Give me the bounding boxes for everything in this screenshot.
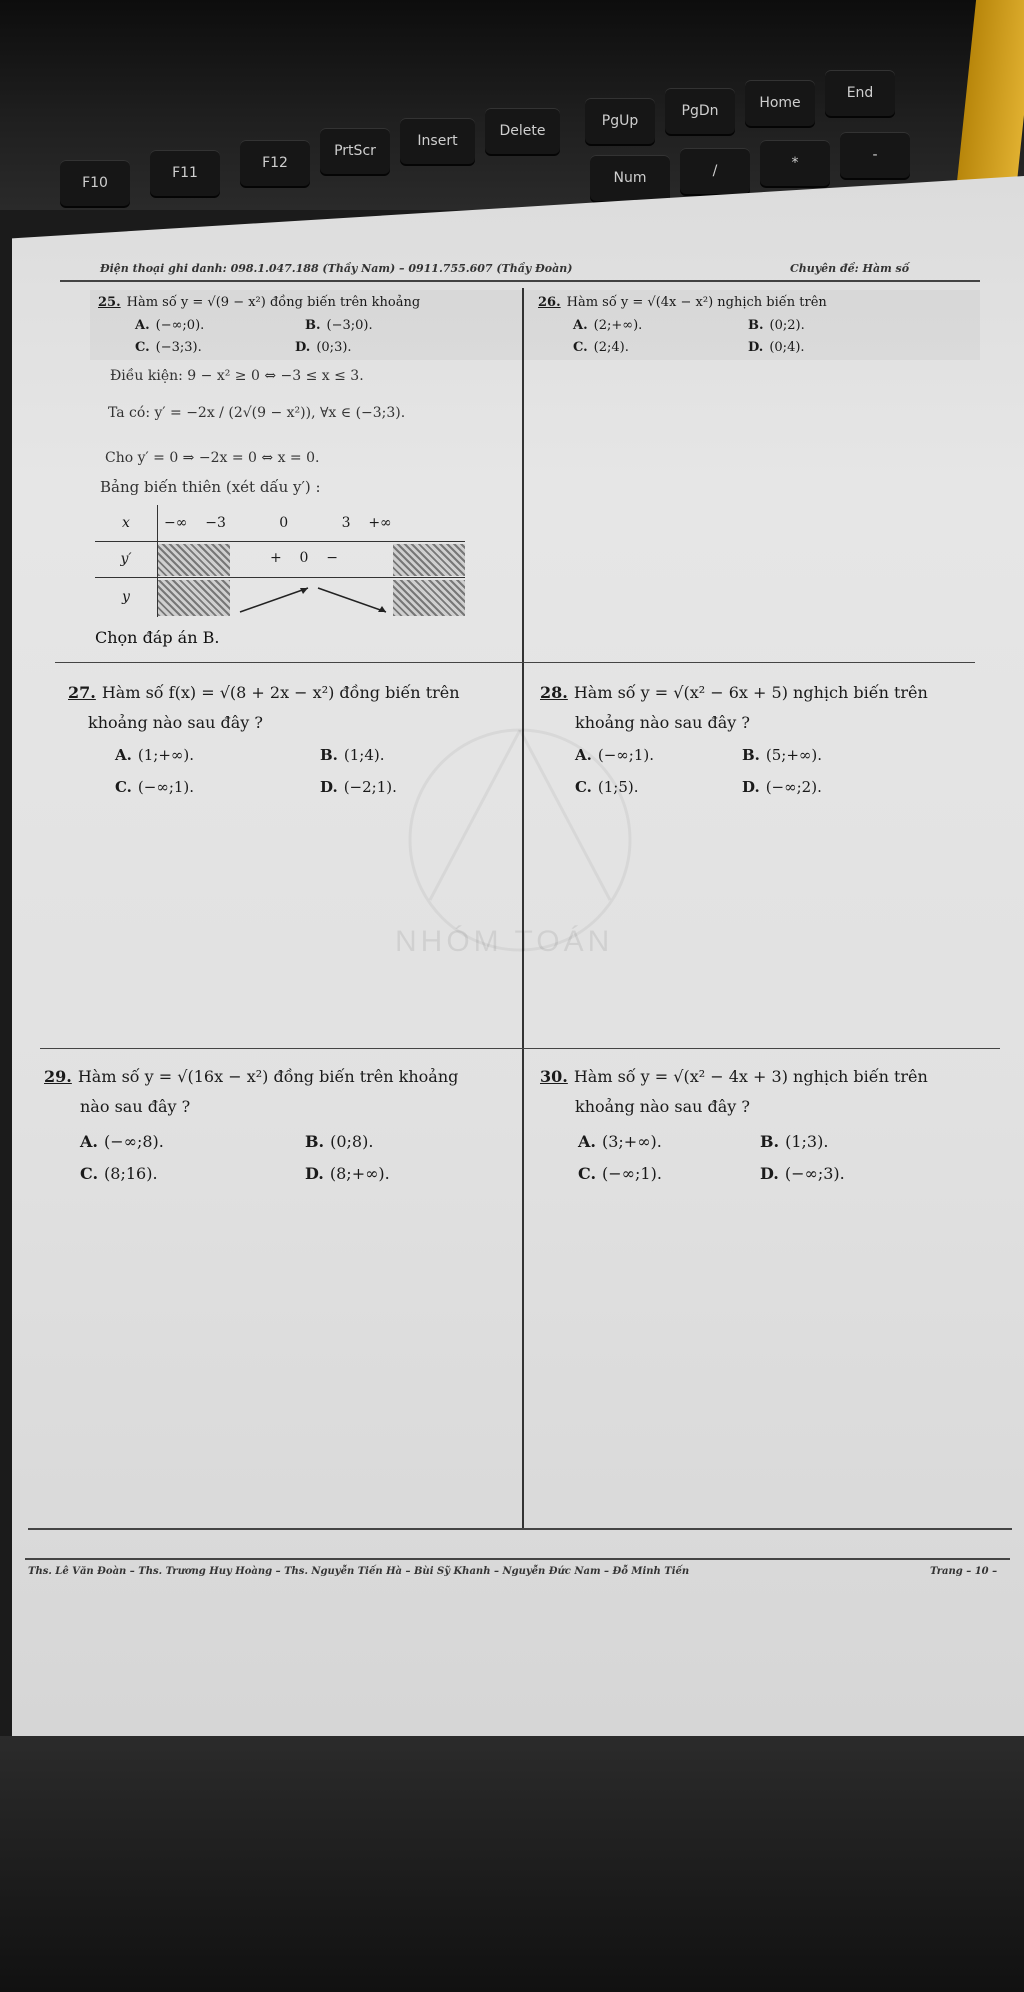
key-prtscr: PrtScr bbox=[320, 128, 390, 174]
key-minus: - bbox=[840, 132, 910, 178]
question-number: 26. bbox=[538, 295, 561, 310]
q25-option-b: B. (−3;0). bbox=[305, 318, 373, 333]
question-text: Hàm số y = √(x² − 6x + 5) nghịch biến trên bbox=[573, 683, 928, 702]
q28-option-a: A. (−∞;1). bbox=[575, 746, 655, 764]
question-text: Hàm số f(x) = √(8 + 2x − x²) đồng biến trên bbox=[101, 683, 460, 702]
question-number: 28. bbox=[540, 683, 568, 702]
yprime-values: + 0 − bbox=[158, 541, 466, 577]
q29-option-c: C. (8;16). bbox=[80, 1164, 158, 1183]
row-y-label: y bbox=[95, 577, 158, 617]
q26-option-d: D. (0;4). bbox=[748, 340, 805, 355]
q26-option-a: A. (2;+∞). bbox=[573, 318, 643, 333]
question-text: Hàm số y = √(16x − x²) đồng biến trên khoảng bbox=[77, 1067, 459, 1086]
header-rule bbox=[60, 280, 980, 282]
question-number: 25. bbox=[98, 295, 121, 310]
question-29-line2: nào sau đây ? bbox=[80, 1097, 191, 1116]
question-number: 27. bbox=[68, 683, 96, 702]
question-number: 30. bbox=[540, 1067, 568, 1086]
q30-option-b: B. (1;3). bbox=[760, 1132, 829, 1151]
header-topic: Chuyên đề: Hàm số bbox=[790, 262, 910, 275]
q25-option-d: D. (0;3). bbox=[295, 340, 352, 355]
q25-derivative: Ta có: y′ = −2x / (2√(9 − x²)), ∀x ∈ (−3;3). bbox=[108, 405, 406, 421]
q30-option-c: C. (−∞;1). bbox=[578, 1164, 662, 1183]
key-asterisk: * bbox=[760, 140, 830, 186]
key-insert: Insert bbox=[400, 118, 475, 164]
question-29 bbox=[44, 1066, 458, 1088]
variation-table bbox=[95, 505, 465, 617]
q25-condition: Điều kiện: 9 − x² ≥ 0 ⇔ −3 ≤ x ≤ 3. bbox=[110, 368, 364, 384]
y-arrows bbox=[158, 577, 466, 617]
q29-option-d: D. (8;+∞). bbox=[305, 1164, 390, 1183]
question-text: Hàm số y = √(x² − 4x + 3) nghịch biến trên bbox=[573, 1067, 928, 1086]
question-25 bbox=[98, 292, 420, 314]
watermark-text: NHÓM TOÁN bbox=[395, 925, 614, 958]
question-text: Hàm số y = √(9 − x²) đồng biến trên khoảng bbox=[126, 295, 421, 310]
q25-option-a: A. (−∞;0). bbox=[135, 318, 205, 333]
q27-option-a: A. (1;+∞). bbox=[115, 746, 195, 764]
question-27-line2: khoảng nào sau đây ? bbox=[88, 713, 263, 732]
question-text: Hàm số y = √(4x − x²) nghịch biến trên bbox=[566, 295, 827, 310]
key-f10: F10 bbox=[60, 160, 130, 206]
question-30 bbox=[540, 1066, 928, 1088]
key-home: Home bbox=[745, 80, 815, 126]
row-divider-2 bbox=[40, 1048, 1000, 1049]
row-x-label: x bbox=[95, 505, 158, 541]
q25-table-title: Bảng biến thiên (xét dấu y′) : bbox=[100, 478, 321, 496]
key-end: End bbox=[825, 70, 895, 116]
q25-option-c: C. (−3;3). bbox=[135, 340, 202, 355]
key-num: Num bbox=[590, 155, 670, 201]
row-divider-3 bbox=[28, 1528, 1012, 1530]
header-phone: Điện thoại ghi danh: 098.1.047.188 (Thầy Nam) – 0911.755.607 (Thầy Đoàn) bbox=[100, 262, 573, 275]
question-26 bbox=[538, 292, 827, 314]
footer-authors: Ths. Lê Văn Đoàn – Ths. Trương Huy Hoàng – Ths. Nguyễn Tiến Hà – Bùi Sỹ Khanh – Nguyễn Đức Nam – Đỗ Minh Tiến bbox=[28, 1566, 690, 1577]
q27-option-c: C. (−∞;1). bbox=[115, 778, 195, 796]
q25-zero: Cho y′ = 0 ⇒ −2x = 0 ⇔ x = 0. bbox=[105, 450, 320, 466]
q25-answer: Chọn đáp án B. bbox=[95, 628, 220, 647]
key-slash: / bbox=[680, 148, 750, 194]
key-f11: F11 bbox=[150, 150, 220, 196]
q29-option-b: B. (0;8). bbox=[305, 1132, 374, 1151]
key-pgup: PgUp bbox=[585, 98, 655, 144]
watermark-emblem bbox=[400, 640, 640, 1040]
q30-option-a: A. (3;+∞). bbox=[578, 1132, 662, 1151]
key-f12: F12 bbox=[240, 140, 310, 186]
x-values: −∞ −3 0 3 +∞ bbox=[164, 514, 392, 531]
q27-option-d: D. (−2;1). bbox=[320, 778, 397, 796]
q30-option-d: D. (−∞;3). bbox=[760, 1164, 845, 1183]
row-yprime-label: y′ bbox=[95, 541, 158, 577]
question-28-line2: khoảng nào sau đây ? bbox=[575, 713, 750, 732]
question-number: 29. bbox=[44, 1067, 72, 1086]
q28-option-c: C. (1;5). bbox=[575, 778, 639, 796]
q26-option-c: C. (2;4). bbox=[573, 340, 629, 355]
table-surface bbox=[0, 1736, 1024, 1992]
q27-option-b: B. (1;4). bbox=[320, 746, 385, 764]
footer-rule bbox=[25, 1558, 1010, 1560]
keyboard-background bbox=[0, 0, 1024, 210]
page-number: Trang – 10 – bbox=[930, 1566, 998, 1577]
key-pgdn: PgDn bbox=[665, 88, 735, 134]
q29-option-a: A. (−∞;8). bbox=[80, 1132, 164, 1151]
q28-option-b: B. (5;+∞). bbox=[742, 746, 823, 764]
q26-option-b: B. (0;2). bbox=[748, 318, 805, 333]
key-delete: Delete bbox=[485, 108, 560, 154]
question-30-line2: khoảng nào sau đây ? bbox=[575, 1097, 750, 1116]
q28-option-d: D. (−∞;2). bbox=[742, 778, 822, 796]
